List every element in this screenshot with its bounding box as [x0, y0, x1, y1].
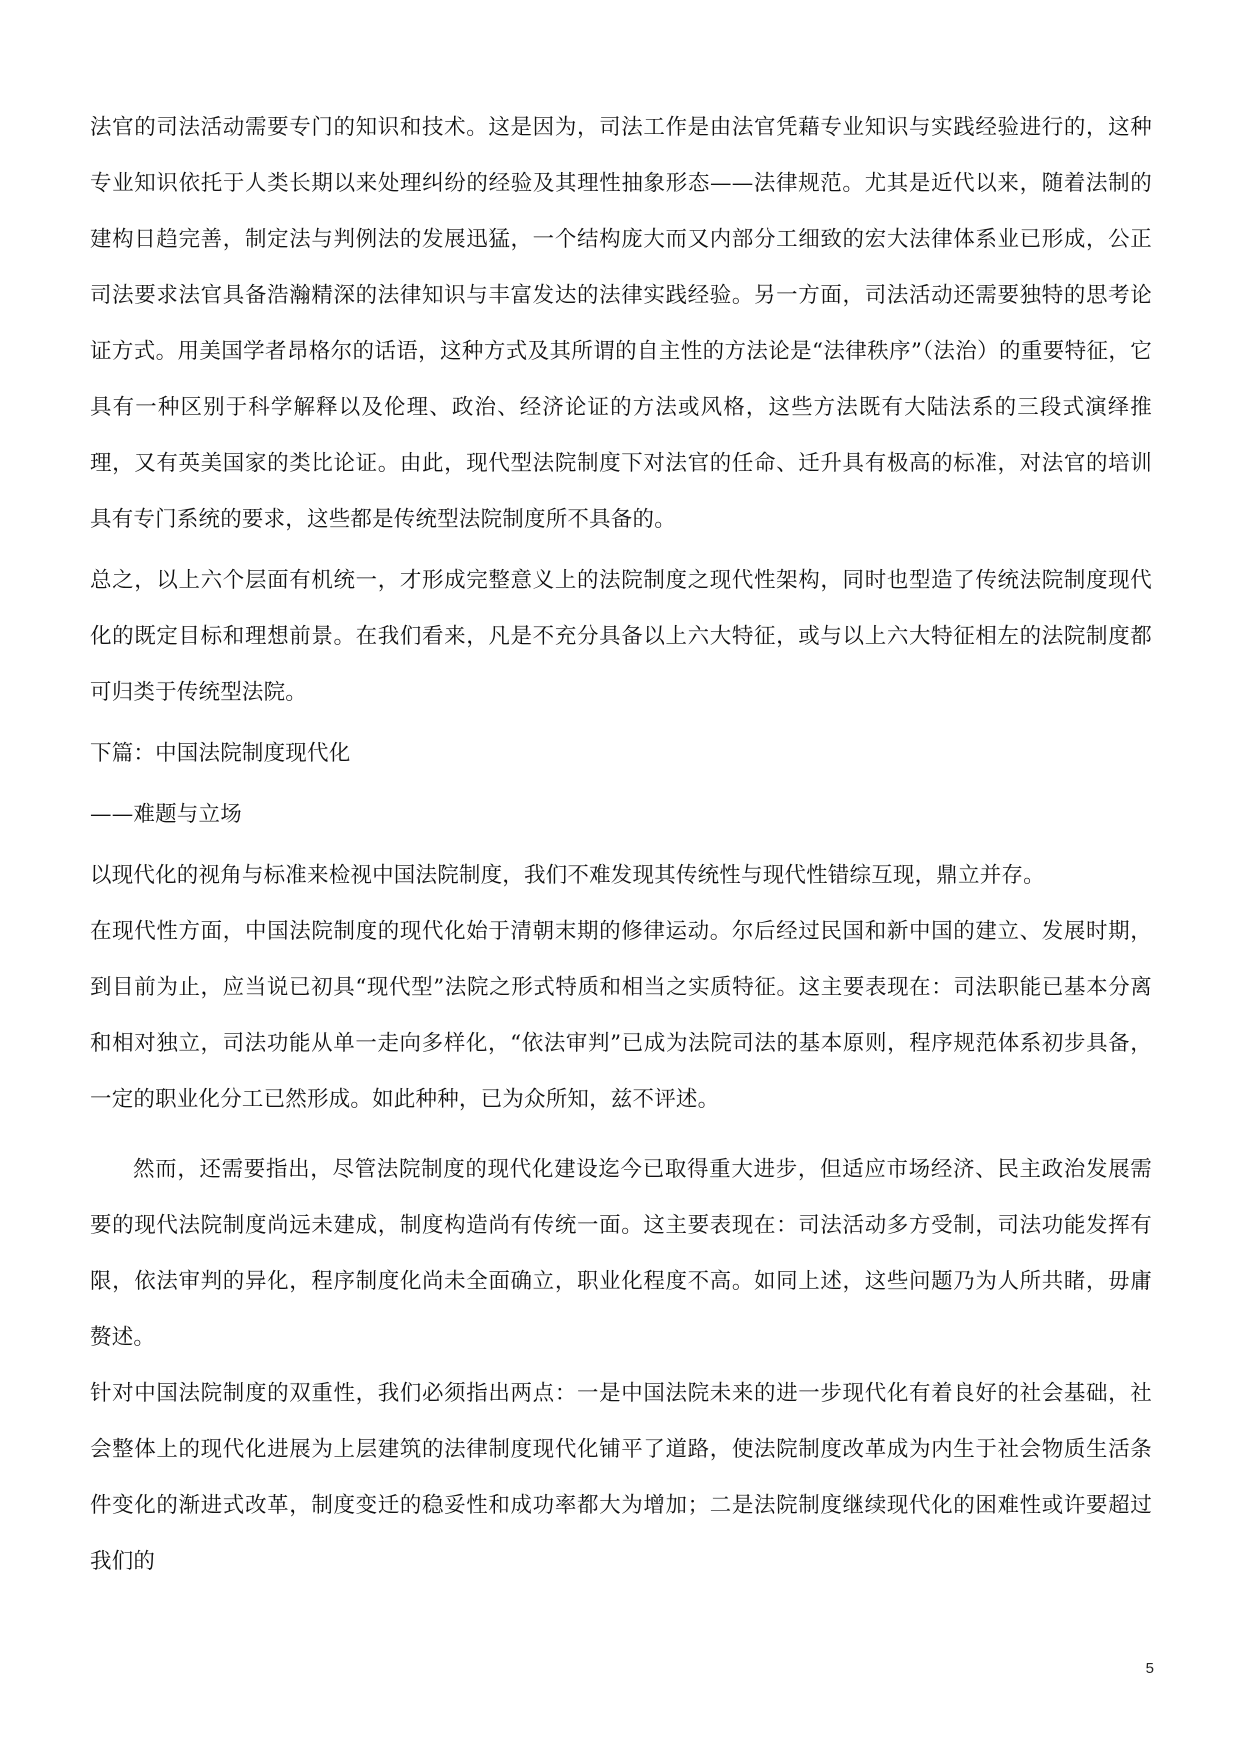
- page-number: 5: [1145, 1660, 1154, 1677]
- paragraph-summary: 总之，以上六个层面有机统一，才形成完整意义上的法院制度之现代性架构，同时也型造了传统法院制度现代化的既定目标和理想前景。在我们看来，凡是不充分具备以上六大特征，或与以上六大特征相左的法院制度都可归类于传统型法院。: [90, 568, 1152, 705]
- paragraph-intro: 以现代化的视角与标准来检视中国法院制度，我们不难发现其传统性与现代性错综互现，鼎立并存。: [90, 863, 1045, 888]
- body-text: [90, 100, 1152, 1590]
- section-heading: 下篇：中国法院制度现代化: [90, 741, 351, 766]
- paragraph-tradition: 然而，还需要指出，尽管法院制度的现代化建设迄今已取得重大进步，但适应市场经济、民主政治发展需要的现代法院制度尚远未建成，制度构造尚有传统一面。这主要表现在：司法活动多方受制，司法功能发挥有限，依法审判的异化，程序制度化尚未全面确立，职业化程度不高。如同上述，这些问题乃为人所共睹，毋庸赘述。: [90, 1157, 1152, 1350]
- paragraph-modernity: 在现代性方面，中国法院制度的现代化始于清朝末期的修律运动。尔后经过民国和新中国的建立、发展时期，到目前为止，应当说已初具“现代型”法院之形式特质和相当之实质特征。这主要表现在：司法职能已基本分离和相对独立，司法功能从单一走向多样化，“依法审判”已成为法院司法的基本原则，程序规范体系初步具备，一定的职业化分工已然形成。如此种种，已为众所知，兹不评述。: [90, 919, 1152, 1112]
- paragraph-duality: 针对中国法院制度的双重性，我们必须指出两点：一是中国法院未来的进一步现代化有着良好的社会基础，社会整体上的现代化进展为上层建筑的法律制度现代化铺平了道路，使法院制度改革成为内生于社会物质生活条件变化的渐进式改革，制度变迁的稳妥性和成功率都大为增加；二是法院制度继续现代化的困难性或许要超过我们的: [90, 1381, 1152, 1574]
- section-subheading: ——难题与立场: [90, 802, 242, 827]
- paragraph-judicial-expertise: 法官的司法活动需要专门的知识和技术。这是因为，司法工作是由法官凭藉专业知识与实践经验进行的，这种专业知识依托于人类长期以来处理纠纷的经验及其理性抽象形态——法律规范。尤其是近代以来，随着法制的建构日趋完善，制定法与判例法的发展迅猛，一个结构庞大而又内部分工细致的宏大法律体系业已形成，公正司法要求法官具备浩瀚精深的法律知识与丰富发达的法律实践经验。另一方面，司法活动还需要独特的思考论证方式。用美国学者昂格尔的话语，这种方式及其所谓的自主性的方法论是“法律秩序”（法治）的重要特征，它具有一种区别于科学解释以及伦理、政治、经济论证的方法或风格，这些方法既有大陆法系的三段式演绎推理，又有英美国家的类比论证。由此，现代型法院制度下对法官的任命、迁升具有极高的标准，对法官的培训具有专门系统的要求，这些都是传统型法院制度所不具备的。: [90, 115, 1152, 532]
